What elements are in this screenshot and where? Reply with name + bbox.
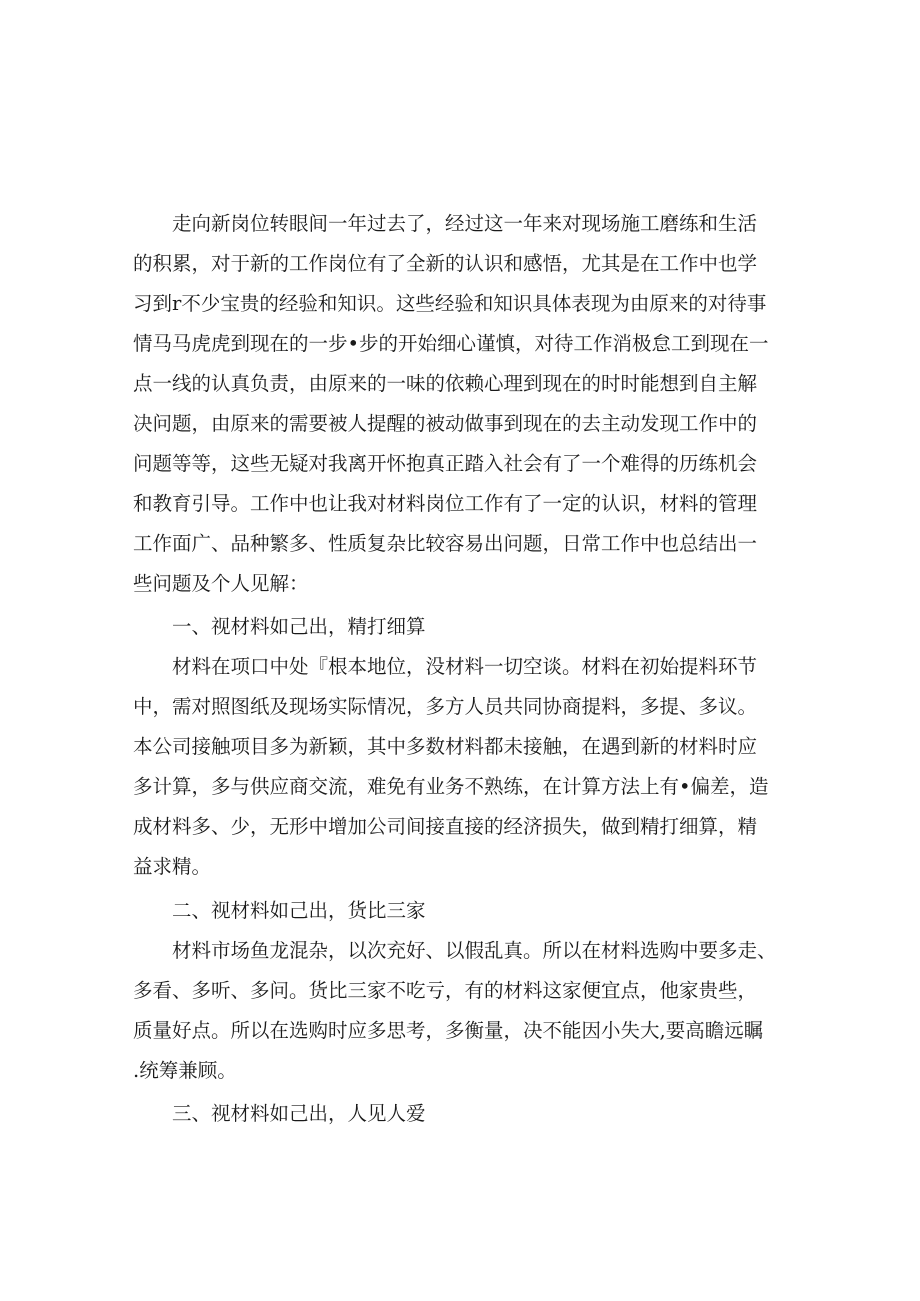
intro-line: 的积累，对于新的工作岗位有了全新的认识和感悟，尤其是在工作中也学: [133, 252, 758, 275]
intro-line: 走向新岗位转眼间一年过去了，经过这一年来对现场施工磨练和生活: [172, 212, 758, 235]
intro-line: 工作面广、品种繁多、性质复杂比较容易出问题，日常工作中也总结出一: [133, 532, 758, 555]
section-line: 材料市场鱼龙混杂，以次充好、以假乱真。所以在材料选购中要多走、: [172, 939, 777, 962]
section-heading: 一、视材料如己出，精打细算: [172, 615, 426, 638]
section-line: 本公司接触项目多为新颖，其中多数材料都未接触，在遇到新的材料时应: [133, 735, 758, 758]
intro-line: 习到r不少宝贵的经验和知识。这些经验和知识具体表现为由原来的对待事: [133, 292, 767, 315]
intro-line: 决问题，由原来的需要被人提醒的被动做事到现在的去主动发现工作中的: [133, 412, 758, 435]
intro-line: 和教育引导。工作中也让我对材料岗位工作有了一定的认识，材料的管理: [133, 492, 758, 515]
section-line: 质量好点。所以在选购时应多思考，多衡量，决不能因小失大,要高瞻远瞩: [133, 1019, 764, 1042]
section-line: 多看、多听、多问。货比三家不吃亏，有的材料这家便宜点，他家贵些，: [133, 979, 758, 1002]
section-line: 益求精。: [133, 855, 212, 878]
intro-line: 些问题及个人见解：: [133, 572, 309, 595]
section-line: 材料在项口中处『根本地位，没材料一切空谈。材料在初始提料环节: [172, 655, 758, 678]
section-line: 中，需对照图纸及现场实际情况，多方人员共同协商提料，多提、多议。: [133, 695, 758, 718]
section-line: 成材料多、少，无形中增加公司间接直接的经济损失，做到精打细算，精: [133, 815, 758, 838]
section-line: 多计算，多与供应商交流，难免有业务不熟练，在计算方法上有•偏差，造: [133, 775, 769, 798]
intro-line: 点一线的认真负责，由原来的一味的依赖心理到现在的时时能想到自主解: [133, 372, 758, 395]
section-line: .统筹兼顾。: [133, 1059, 237, 1082]
intro-line: 问题等等，这些无疑对我离开怀抱真正踏入社会有了一个难得的历练机会: [133, 452, 758, 475]
section-heading: 二、视材料如己出，货比三家: [172, 899, 426, 922]
section-heading: 三、视材料如己出，人见人爱: [172, 1102, 426, 1125]
intro-line: 情马马虎虎到现在的一步•步的开始细心谨慎，对待工作消极怠工到现在一: [133, 332, 769, 355]
